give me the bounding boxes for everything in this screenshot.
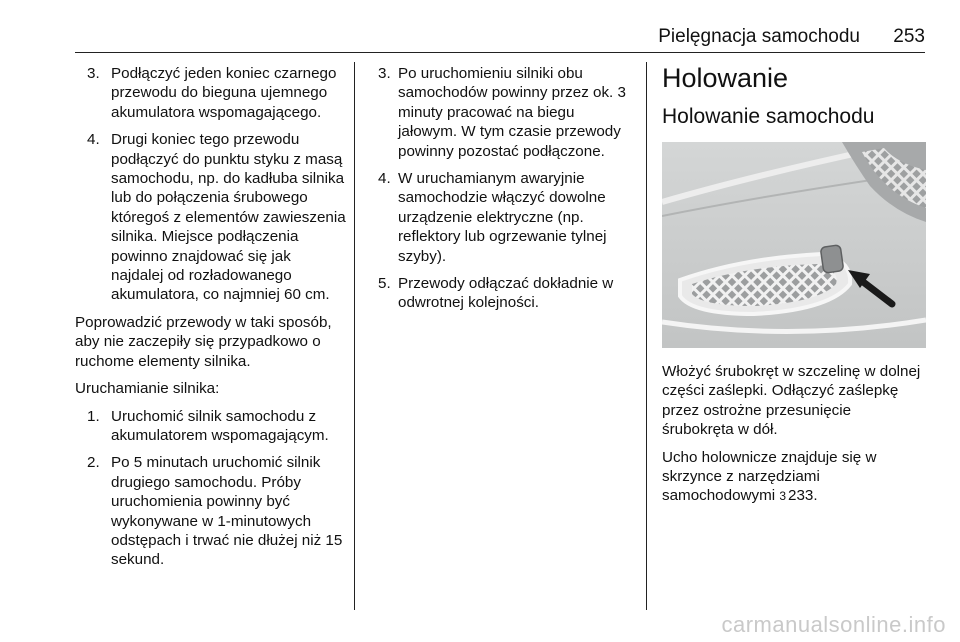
list-item [75, 453, 347, 569]
step-number: 4. [378, 170, 391, 188]
column-2 [374, 64, 636, 321]
paragraph-start-engine: Uruchamianie silnika: [75, 380, 220, 398]
steps-list-after-start [374, 64, 636, 313]
step-number: 5. [378, 275, 391, 293]
steps-list-connect [75, 64, 347, 305]
subsection-heading: Holowanie samochodu [662, 105, 875, 128]
step-number: 1. [87, 407, 100, 425]
page-reference-icon: 3 [779, 489, 787, 504]
paragraph-remove-cover: Włożyć śrubokręt w szczelinę w dolnej części zaślepki. Odłączyć zaślepkę przez ostrożne przesunięcie śrubokręta w dół. [662, 363, 921, 439]
step-text: Po uruchomieniu silniki obu samochodów powinny przez ok. 3 minuty pracować na biegu jałowym. W tym czasie przewody powinny pozostać podłączone. [398, 65, 626, 160]
list-item [75, 407, 347, 446]
column-divider-2 [646, 62, 647, 610]
step-text: Podłączyć jeden koniec czarnego przewodu do bieguna ujemnego akumulatora wspomagającego. [111, 65, 337, 121]
step-text: Po 5 minutach uruchomić silnik drugiego samochodu. Próby uruchomienia powinny być wykonywane w 1-minutowych odstępach i trwać nie dłużej niż 15 sekund. [111, 454, 343, 569]
step-text: Uruchomić silnik samochodu z akumulatorem wspomagającym. [111, 407, 329, 444]
paragraph-text: Ucho holownicze znajduje się w skrzynce z narzędziami samochodowymi [662, 448, 877, 505]
step-number: 3. [87, 65, 100, 82]
column-1 [75, 64, 347, 578]
page-reference: 233. [788, 487, 818, 505]
step-number: 3. [378, 65, 391, 82]
step-number: 2. [87, 454, 100, 472]
step-text: Drugi koniec tego przewodu podłączyć do punktu styku z masą samochodu, np. do kadłuba silnika lub do połączenia śrubowego któregoś z elementów zawieszenia silnika. Miejsce podłączenia powinno znajdować się jak najdalej od rozładowanego akumulatora, co najmniej 60 cm. [111, 131, 346, 304]
list-item [75, 130, 347, 305]
paragraph-routing: Poprowadzić przewody w taki sposób, aby nie zaczepiły się przypadkowo o ruchome elementy silnika. [75, 313, 332, 370]
paragraph-towing-eye-location [662, 448, 926, 507]
header-title: Pielęgnacja samochodu [658, 26, 860, 47]
steps-list-start [75, 407, 347, 570]
towing-eye-cover-illustration [662, 142, 926, 348]
column-divider-1 [354, 62, 355, 610]
list-item [75, 64, 347, 122]
step-text: W uruchamianym awaryjnie samochodzie włączyć dowolne urządzenie elektryczne (np. reflektory lub ogrzewanie tylnej szyby). [398, 170, 607, 265]
step-text: Przewody odłączać dokładnie w odwrotnej kolejności. [398, 275, 614, 312]
section-heading: Holowanie [662, 63, 789, 93]
page-number: 253 [893, 26, 925, 47]
page-header [75, 22, 925, 53]
list-item [374, 169, 636, 266]
list-item [374, 274, 636, 313]
list-item [374, 64, 636, 161]
step-number: 4. [87, 131, 100, 149]
column-3 [662, 62, 926, 515]
watermark: carmanualsonline.info [721, 612, 946, 637]
